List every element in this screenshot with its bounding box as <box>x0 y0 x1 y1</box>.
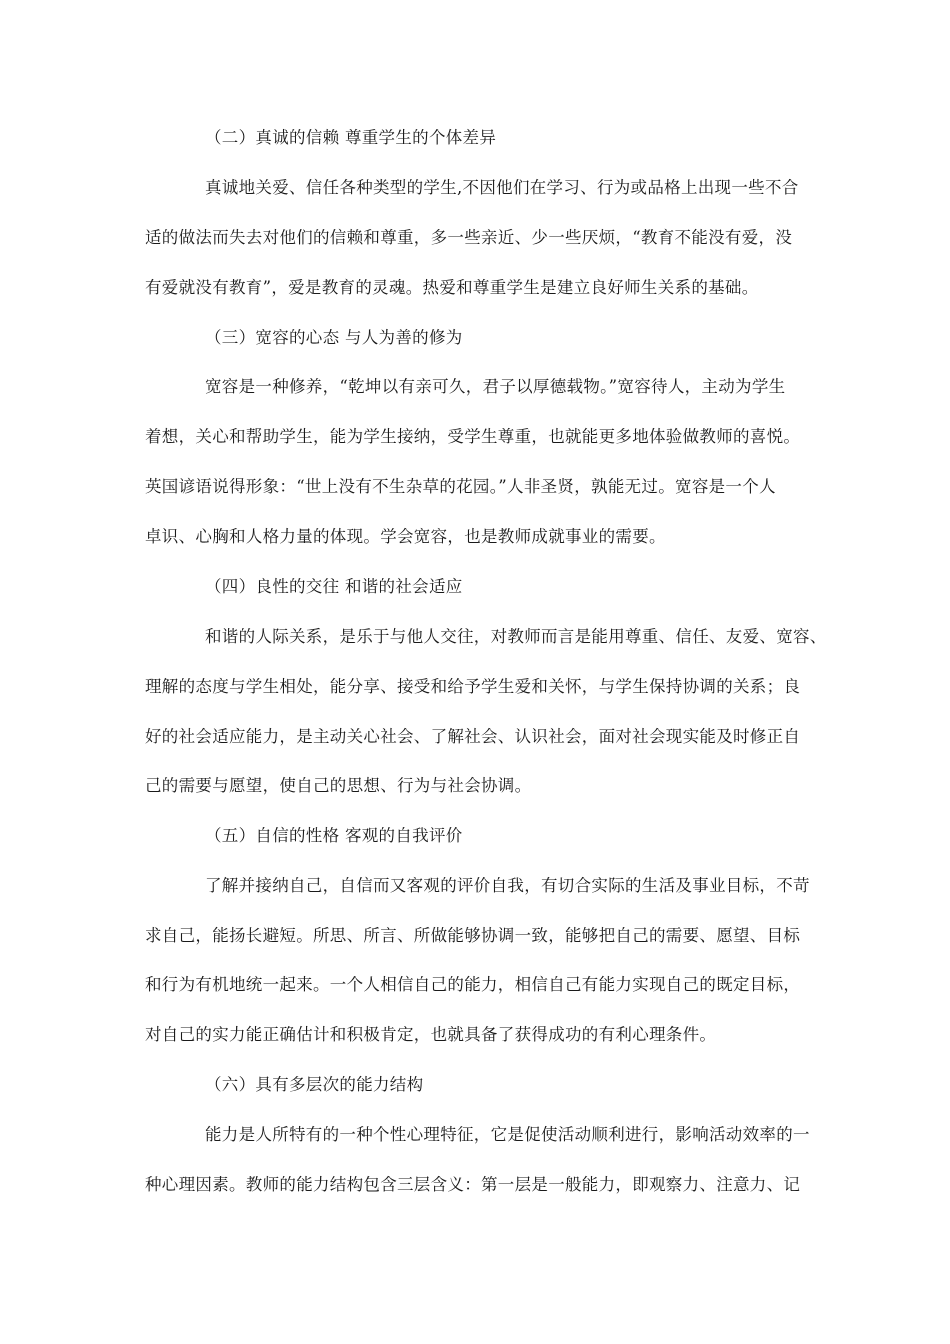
paragraph-line: 好的社会适应能力，是主动关心社会、了解社会、认识社会，面对社会现实能及时修正自 <box>145 727 801 746</box>
paragraph-line: 卓识、心胸和人格力量的体现。学会宽容，也是教师成就事业的需要。 <box>145 527 666 546</box>
section-heading-2: （二）真诚的信赖 尊重学生的个体差异 <box>205 128 497 147</box>
paragraph-line: 适的做法而失去对他们的信赖和尊重，多一些亲近、少一些厌烦，“教育不能没有爱，没 <box>145 228 793 247</box>
paragraph-line: 了解并接纳自己，自信而又客观的评价自我，有切合实际的生活及事业目标，不苛 <box>205 876 810 895</box>
paragraph-line: 对自己的实力能正确估计和积极肯定，也就具备了获得成功的有利心理条件。 <box>145 1025 717 1044</box>
section-heading-5: （五）自信的性格 客观的自我评价 <box>205 826 463 845</box>
section-heading-3: （三）宽容的心态 与人为善的修为 <box>205 328 463 347</box>
paragraph-line: 有爱就没有教育”，爱是教育的灵魂。热爱和尊重学生是建立良好师生关系的基础。 <box>145 278 759 297</box>
paragraph-line: 和行为有机地统一起来。一个人相信自己的能力，相信自己有能力实现自己的既定目标， <box>145 975 801 994</box>
paragraph-line: 求自己，能扬长避短。所思、所言、所做能够协调一致，能够把自己的需要、愿望、目标 <box>145 926 801 945</box>
paragraph-line: 宽容是一种修养，“乾坤以有亲可久，君子以厚德载物。”宽容待人，主动为学生 <box>205 377 786 396</box>
section-heading-4: （四）良性的交往 和谐的社会适应 <box>205 577 463 596</box>
paragraph-line: 着想，关心和帮助学生，能为学生接纳，受学生尊重，也就能更多地体验做教师的喜悦。 <box>145 427 801 446</box>
paragraph-line: 己的需要与愿望，使自己的思想、行为与社会协调。 <box>145 776 532 795</box>
paragraph-line: 真诚地关爱、信任各种类型的学生,不因他们在学习、行为或品格上出现一些不合 <box>205 178 799 197</box>
section-heading-6: （六）具有多层次的能力结构 <box>205 1075 424 1094</box>
paragraph-line: 能力是人所特有的一种个性心理特征，它是促使活动顺利进行，影响活动效率的一 <box>205 1125 810 1144</box>
paragraph-line: 英国谚语说得形象：“世上没有不生杂草的花园。”人非圣贤，孰能无过。宽容是一个人 <box>145 477 776 496</box>
paragraph-line: 和谐的人际关系，是乐于与他人交往，对教师而言是能用尊重、信任、友爱、宽容、 <box>205 627 827 646</box>
paragraph-line: 种心理因素。教师的能力结构包含三层含义：第一层是一般能力，即观察力、注意力、记 <box>145 1175 801 1194</box>
paragraph-line: 理解的态度与学生相处，能分享、接受和给予学生爱和关怀，与学生保持协调的关系；良 <box>145 677 801 696</box>
